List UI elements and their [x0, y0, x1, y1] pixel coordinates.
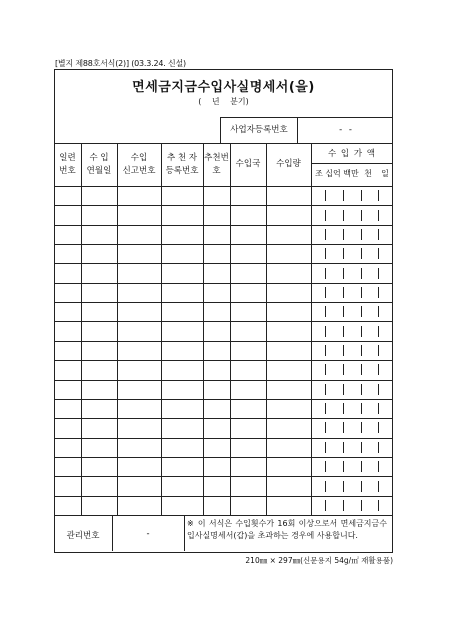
amount-digit-separator: [343, 481, 344, 492]
amount-digit-separator: [325, 364, 326, 375]
amount-digit-separator: [325, 403, 326, 414]
amount-digit-separator: [361, 481, 362, 492]
amount-digit-separator: [343, 384, 344, 395]
amount-digit-separator: [325, 461, 326, 472]
amount-digit-separator: [361, 442, 362, 453]
amount-digit-separator: [378, 442, 379, 453]
header-unit-cheon: 천: [364, 169, 372, 178]
amount-digit-separator: [361, 190, 362, 201]
form-reference: [별지 제88호서식(2)] (03.3.24. 신설): [55, 59, 186, 68]
header-unit-il: 일: [381, 169, 389, 178]
amount-digit-separator: [378, 461, 379, 472]
amount-digit-separator: [378, 229, 379, 240]
amount-digit-separator: [378, 384, 379, 395]
management-label: 관리번호: [66, 531, 100, 541]
biz-reg-label: 사업자등록번호: [230, 125, 288, 135]
management-value[interactable]: -: [146, 529, 150, 539]
biz-reg-top-border: [220, 117, 393, 118]
amount-digit-separator: [378, 345, 379, 356]
header-declaration-2: 신고번호: [122, 166, 156, 176]
amount-digit-separator: [325, 210, 326, 221]
paper-spec: 210㎜ × 297㎜(신문용지 54g/㎡ 재활용품): [245, 556, 393, 565]
amount-digit-separator: [343, 442, 344, 453]
table-top-border: [54, 143, 393, 144]
amount-digit-separator: [361, 384, 362, 395]
amount-digit-separator: [343, 461, 344, 472]
header-unit-sibeok: 십억: [325, 169, 341, 178]
amount-digit-separator: [361, 248, 362, 259]
form-title: 면세금지금수입사실명세서(을): [132, 80, 315, 95]
amount-digit-separator: [361, 403, 362, 414]
amount-digit-separator: [325, 442, 326, 453]
biz-reg-value[interactable]: - -: [339, 125, 352, 135]
header-serial-1: 일련: [59, 153, 76, 163]
amount-digit-separator: [378, 481, 379, 492]
amount-digit-separator: [378, 306, 379, 317]
amount-digit-separator: [325, 248, 326, 259]
header-recommender-1: 추 천 자: [166, 153, 198, 163]
header-unit-jo: 조: [315, 169, 323, 178]
amount-digit-separator: [325, 326, 326, 337]
amount-digit-separator: [325, 306, 326, 317]
amount-header-divider: [311, 163, 393, 164]
amount-digit-separator: [325, 422, 326, 433]
amount-digit-separator: [343, 326, 344, 337]
usage-note: ※ 이 서식은 수입횟수가 16회 이상으로서 면세금지금수입사실명세서(갑)을 초과하는 경우에 사용합니다.: [187, 519, 387, 540]
header-recommend-no-2: 호: [212, 166, 221, 176]
amount-digit-separator: [343, 345, 344, 356]
header-amount-title: 수 입 가 액: [328, 149, 376, 159]
amount-digit-separator: [343, 500, 344, 511]
amount-digit-separator: [325, 345, 326, 356]
amount-digit-separator: [343, 287, 344, 298]
amount-digit-separator: [378, 248, 379, 259]
amount-digit-separator: [378, 268, 379, 279]
amount-digit-separator: [343, 364, 344, 375]
amount-digit-separator: [325, 500, 326, 511]
amount-digit-separator: [325, 190, 326, 201]
amount-digit-separator: [343, 190, 344, 201]
amount-digit-separator: [361, 210, 362, 221]
amount-digit-separator: [325, 229, 326, 240]
amount-digit-separator: [361, 326, 362, 337]
amount-digit-separator: [378, 287, 379, 298]
amount-digit-separator: [378, 326, 379, 337]
amount-digit-separator: [361, 345, 362, 356]
header-import-quantity: 수입량: [276, 159, 301, 169]
amount-digit-separator: [343, 306, 344, 317]
header-import-date-1: 수 입: [89, 153, 109, 163]
amount-digit-separator: [343, 268, 344, 279]
amount-digit-separator: [361, 364, 362, 375]
header-serial-2: 번호: [59, 166, 76, 176]
amount-digit-separator: [325, 287, 326, 298]
amount-digit-separator: [325, 384, 326, 395]
amount-digit-separator: [325, 481, 326, 492]
amount-digit-separator: [343, 248, 344, 259]
header-import-date-2: 연월일: [86, 166, 112, 176]
header-recommender-2: 등록번호: [165, 166, 199, 176]
amount-digit-separator: [361, 422, 362, 433]
amount-digit-separator: [343, 210, 344, 221]
amount-digit-separator: [378, 422, 379, 433]
amount-digit-separator: [325, 268, 326, 279]
amount-digit-separator: [361, 229, 362, 240]
amount-digit-separator: [361, 287, 362, 298]
amount-digit-separator: [378, 364, 379, 375]
mgmt-right-border: [184, 515, 185, 551]
amount-digit-separator: [343, 403, 344, 414]
amount-digit-separator: [378, 210, 379, 221]
amount-digit-separator: [343, 422, 344, 433]
amount-digit-separator: [378, 190, 379, 201]
amount-digit-separator: [361, 500, 362, 511]
amount-digit-separator: [361, 306, 362, 317]
amount-digit-separator: [343, 229, 344, 240]
period-line: ( 년 분기): [198, 97, 249, 106]
header-unit-baekman: 백만: [343, 169, 359, 178]
amount-digit-separator: [378, 500, 379, 511]
header-import-country: 수입국: [235, 159, 261, 169]
header-declaration-1: 수입: [130, 153, 148, 163]
header-recommend-no-1: 추천번: [204, 153, 229, 163]
amount-digit-separator: [378, 403, 379, 414]
amount-digit-separator: [361, 461, 362, 472]
amount-digit-separator: [361, 268, 362, 279]
table-bottom-border: [54, 515, 393, 516]
